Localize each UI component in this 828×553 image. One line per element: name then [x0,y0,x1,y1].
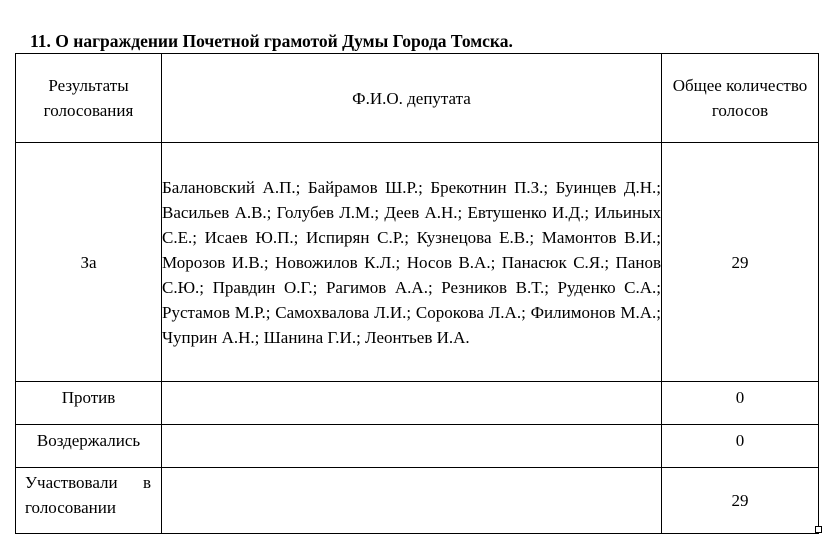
deputy-names-participated [162,468,662,534]
table-row-for [16,143,819,382]
deputy-names-abstained [162,425,662,468]
header-deputy-name: Ф.И.О. депутата [162,54,662,143]
table-row-participated [16,468,819,534]
header-total-votes: Общее количество голосов [662,54,819,143]
result-label-against: Против [16,382,162,425]
vote-count-participated: 29 [662,468,819,534]
table-resize-handle[interactable] [815,526,822,533]
vote-count-against: 0 [662,382,819,425]
header-voting-results: Результаты голосования [16,54,162,143]
deputy-names-for: Балановский А.П.; Байрамов Ш.Р.; Брекотнин П.З.; Буинцев Д.Н.; Васильев А.В.; Голубев Л.М.; Деев А.Н.; Евтушенко И.Д.; Ильиных С.Е.; Исаев Ю.П.; Испирян С.Р.; Кузнецова Е.В.; Мамонтов В.И.; Морозов И.В.; Новожилов К.Л.; Носов В.А.; Панасюк С.Я.; Панов С.Ю.; Правдин О.Г.; Рагимов А.А.; Резников В.Т.; Руденко С.А.; Рустамов М.Р.; Самохвалова Л.И.; Сорокова Л.А.; Филимонов М.А.; Чуприн А.Н.; Шанина Г.И.; Леонтьев И.А. [162,143,662,382]
deputy-names-against [162,382,662,425]
table-header-row [16,54,819,143]
voting-results-table [15,53,819,534]
result-label-for: За [16,143,162,382]
result-label-abstained: Воздержались [16,425,162,468]
section-heading: 11. О награждении Почетной грамотой Думы Города Томска. [30,31,513,51]
table-row-against [16,382,819,425]
table-row-abstained [16,425,819,468]
result-label-participated: Участвовали в голосовании [16,468,162,534]
vote-count-for: 29 [662,143,819,382]
vote-count-abstained: 0 [662,425,819,468]
